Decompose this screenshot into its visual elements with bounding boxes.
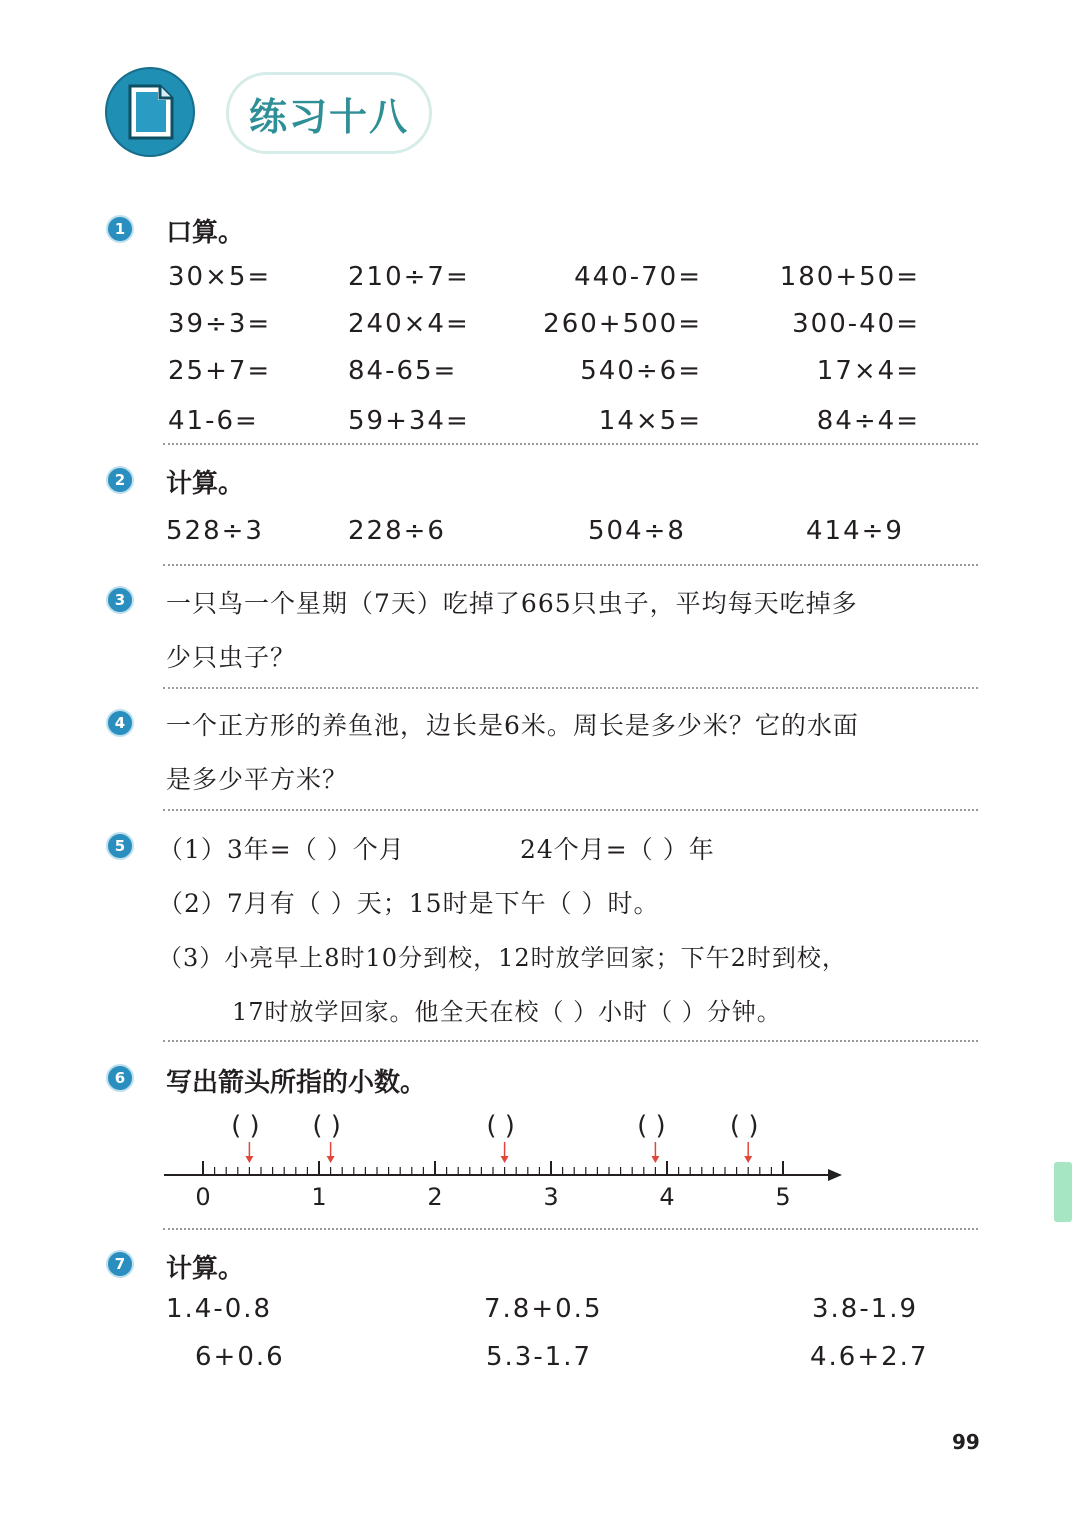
down-arrow-head-icon [245, 1156, 253, 1163]
question-number-3: 3 [106, 586, 134, 614]
answer-blank: ( ) [231, 1111, 260, 1141]
tick-label: 4 [659, 1183, 675, 1211]
oral-calc-expression: 25+7= [168, 356, 272, 386]
answer-blank: ( ) [729, 1111, 759, 1141]
down-arrow-head-icon [327, 1156, 335, 1163]
oral-calc-expression: 440-70= [574, 262, 702, 292]
question-1-heading: 口算。 [166, 218, 245, 248]
oral-calc-expression: 59+34= [348, 406, 470, 436]
oral-calc-expression: 240×4= [348, 309, 470, 339]
oral-calc-expression: 84÷4= [816, 406, 920, 436]
divider [163, 564, 978, 566]
tick-label: 2 [427, 1183, 443, 1211]
oral-calc-expression: 84-65= [348, 356, 458, 386]
exercise-document-icon [104, 66, 196, 158]
calc-expression: 7.8+0.5 [484, 1294, 603, 1324]
question-number-1: 1 [106, 215, 134, 243]
number-line-arrowhead [828, 1169, 842, 1181]
divider [163, 809, 978, 811]
calc-expression: 228÷6 [348, 516, 446, 546]
answer-blank: ( ) [486, 1111, 515, 1141]
number-line [160, 1100, 860, 1220]
question-number-7: 7 [106, 1250, 134, 1278]
question-5-part-3b: 17时放学回家。他全天在校（ ）小时（ ）分钟。 [232, 998, 782, 1026]
oral-calc-expression: 300-40= [792, 309, 920, 339]
question-number-4: 4 [106, 709, 134, 737]
question-7-heading: 计算。 [166, 1254, 245, 1284]
question-5-part-1b: 24个月=（ ）年 [520, 835, 715, 864]
oral-calc-expression: 30×5= [168, 262, 272, 292]
question-2-heading: 计算。 [166, 469, 245, 499]
side-color-tab [1054, 1162, 1072, 1222]
down-arrow-head-icon [501, 1156, 509, 1163]
tick-label: 3 [543, 1183, 559, 1211]
page-number: 99 [952, 1430, 980, 1454]
oral-calc-expression: 210÷7= [348, 262, 470, 292]
calc-expression: 6+0.6 [195, 1342, 285, 1372]
calc-expression: 1.4-0.8 [166, 1294, 273, 1324]
tick-label: 0 [195, 1183, 211, 1211]
oral-calc-expression: 540÷6= [580, 356, 702, 386]
divider [163, 1040, 978, 1042]
divider [163, 1228, 978, 1230]
oral-calc-expression: 39÷3= [168, 309, 272, 339]
divider [163, 443, 978, 445]
answer-blank: ( ) [312, 1111, 341, 1141]
question-4-line-1: 一个正方形的养鱼池，边长是6米。周长是多少米？它的水面 [166, 711, 859, 740]
answer-blank: ( ) [637, 1111, 666, 1141]
down-arrow-head-icon [744, 1156, 752, 1163]
oral-calc-expression: 260+500= [543, 309, 702, 339]
down-arrow-head-icon [651, 1156, 659, 1163]
oral-calc-expression: 14×5= [598, 406, 702, 436]
calc-expression: 528÷3 [166, 516, 264, 546]
calc-expression: 5.3-1.7 [486, 1342, 593, 1372]
calc-expression: 414÷9 [806, 516, 904, 546]
question-4-line-2: 是多少平方米？ [166, 765, 349, 794]
tick-label: 5 [775, 1183, 791, 1211]
calc-expression: 504÷8 [588, 516, 686, 546]
divider [163, 687, 978, 689]
oral-calc-expression: 41-6= [168, 406, 259, 436]
question-6-heading: 写出箭头所指的小数。 [166, 1068, 427, 1098]
oral-calc-expression: 180+50= [779, 262, 920, 292]
calc-expression: 4.6+2.7 [810, 1342, 929, 1372]
question-number-5: 5 [106, 832, 134, 860]
oral-calc-expression: 17×4= [816, 356, 920, 386]
tick-label: 1 [311, 1183, 327, 1211]
calc-expression: 3.8-1.9 [812, 1294, 919, 1324]
question-3-line-1: 一只鸟一个星期（7天）吃掉了665只虫子，平均每天吃掉多 [166, 589, 858, 618]
question-number-2: 2 [106, 466, 134, 494]
question-3-line-2: 少只虫子？ [166, 643, 297, 672]
page-title: 练习十八 [226, 72, 432, 154]
question-5-part-1a: （1）3年=（ ）个月 [158, 835, 405, 864]
question-5-part-3a: （3）小亮早上8时10分到校，12时放学回家；下午2时到校， [158, 944, 847, 972]
question-5-part-2: （2）7月有（ ）天；15时是下午（ ）时。 [158, 889, 660, 918]
question-number-6: 6 [106, 1064, 134, 1092]
